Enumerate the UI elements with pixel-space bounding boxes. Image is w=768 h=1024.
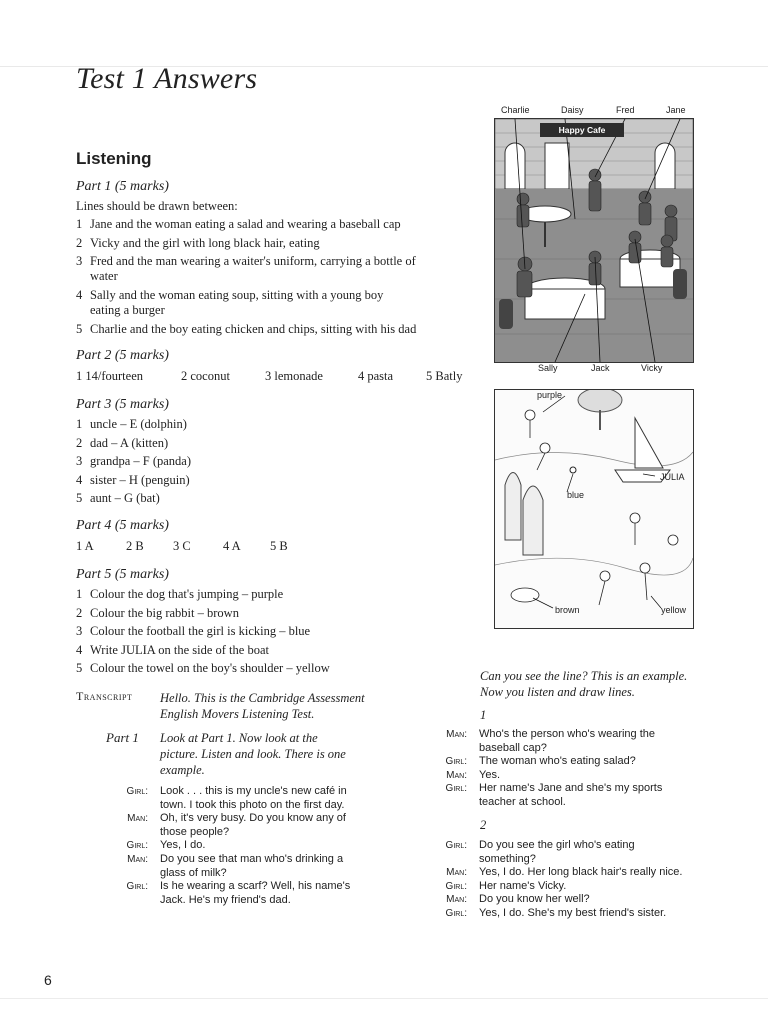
part2-heading: Part 2 (5 marks) (76, 348, 169, 363)
item-number: 5 (76, 322, 83, 337)
speech (479, 839, 727, 866)
cafe-name-label: Jane (666, 105, 686, 115)
cafe-sign: Happy Cafe (540, 123, 624, 137)
dialogue-row (437, 907, 727, 921)
item-number: 4 (76, 642, 83, 657)
item-text: uncle – E (dolphin) (90, 417, 187, 431)
item-number: 2 (76, 435, 83, 450)
speech-line: those people? (160, 825, 230, 838)
speech-line: Look . . . this is my uncle's new café in (160, 785, 347, 797)
speech-line: Yes, I do. She's my best friend's sister. (479, 906, 667, 919)
dialogue-row (437, 769, 727, 783)
list-item (76, 234, 481, 253)
speaker: Girl: (445, 907, 467, 919)
list-item (76, 452, 376, 471)
list-item (76, 641, 476, 660)
speaker: Girl: (445, 783, 467, 795)
part5-heading: Part 5 (5 marks) (76, 567, 169, 582)
item-number: 3 (76, 254, 83, 269)
item-text: Colour the towel on the boy's shoulder – yellow (90, 661, 330, 676)
transcript-part-intro-line: example. (160, 763, 205, 777)
dialogue-row (118, 880, 378, 907)
speech (479, 907, 727, 921)
item-number: 5 (76, 491, 83, 506)
answer: 2 B (126, 539, 144, 553)
list-item (76, 659, 476, 678)
left-dialogue (118, 785, 378, 907)
part1-intro: Lines should be drawn between: (76, 199, 238, 213)
transcript-intro-line: English Movers Listening Test. (160, 707, 315, 721)
answer: 3 C (173, 539, 191, 553)
speech (479, 893, 727, 907)
speaker: Man: (446, 729, 467, 740)
item-text: Jane and the woman eating a salad and wearing a baseball cap (90, 217, 401, 231)
item-number: 2 (76, 605, 83, 620)
speaker: Girl: (445, 756, 467, 768)
park-label: blue (567, 490, 585, 500)
park-label: JULIA (660, 472, 685, 482)
dialogue-number: 2 (480, 818, 487, 832)
cafe-name-label: Charlie (501, 105, 530, 115)
list-item (76, 320, 481, 339)
transcript-part-intro-line: picture. Listen and look. There is one (160, 747, 346, 761)
part4-answers (76, 539, 288, 554)
speaker: Girl: (126, 840, 148, 852)
item-text: aunt – G (bat) (90, 491, 160, 506)
item-text: Colour the big rabbit – brown (90, 605, 239, 620)
page-title: Test 1 Answers (76, 62, 258, 95)
speaker: Man: (446, 769, 467, 781)
item-text: Colour the dog that's jumping – purple (90, 587, 284, 601)
speech-line: Oh, it's very busy. Do you know any of (160, 812, 346, 825)
speaker: Man: (446, 867, 467, 879)
speech-line: Yes, I do. (160, 839, 206, 852)
answer: 2 coconut (181, 369, 230, 383)
speech-line: town. I took this photo on the first day. (160, 798, 345, 811)
speech (160, 785, 378, 812)
dialogue-row (118, 839, 378, 853)
list-item (76, 434, 376, 453)
list-item (76, 471, 376, 490)
item-text: Colour the football the girl is kicking – blue (90, 624, 311, 639)
answer: 1 A (76, 539, 94, 553)
list-item (76, 585, 476, 604)
dialogue-row (118, 853, 378, 880)
item-number: 3 (76, 454, 83, 469)
item-number: 4 (76, 288, 83, 303)
item-text: sister – H (penguin) (90, 472, 190, 487)
speech-line: Do you see the girl who's eating (479, 839, 635, 851)
part3-heading: Part 3 (5 marks) (76, 397, 169, 412)
transcript-intro-line: Hello. This is the Cambridge Assessment (160, 691, 365, 705)
speech-line: baseball cap? (479, 741, 547, 754)
transcript-part-label: Part 1 (106, 730, 139, 745)
cafe-scene-drawing (495, 119, 693, 362)
speech-line: teacher at school. (479, 795, 566, 808)
speech (160, 880, 378, 907)
speech-line: something? (479, 852, 536, 865)
list-item (76, 286, 406, 320)
item-text: grandpa – F (panda) (90, 454, 192, 469)
transcript-part-intro (160, 730, 420, 778)
scan-line-bottom (0, 998, 768, 999)
speaker: Man: (127, 813, 148, 825)
list-item (76, 622, 476, 641)
speech (479, 769, 727, 783)
answer: 4 A (223, 539, 241, 553)
speech-line: Do you see that man who's drinking a (160, 852, 344, 865)
park-label: purple (537, 390, 563, 400)
answer: 5 B (270, 539, 288, 553)
cafe-name-label: Fred (616, 105, 635, 115)
answer: 4 pasta (358, 369, 394, 383)
item-number: 2 (76, 235, 83, 250)
item-number: 1 (76, 417, 83, 431)
dialogue-number: 1 (480, 708, 487, 722)
speaker: Girl: (445, 880, 467, 892)
speech (479, 782, 727, 809)
cafe-illustration (494, 118, 694, 363)
speech (479, 728, 727, 755)
speech-line: Her name's Vicky. (479, 879, 567, 892)
speech-line: Jack. He's my friend's dad. (160, 893, 291, 906)
item-text: Sally and the woman eating soup, sitting with a young boy eating a burger (90, 288, 384, 318)
speech (160, 839, 378, 853)
speaker: Girl: (126, 786, 148, 797)
section-heading: Listening (76, 149, 152, 168)
transcript-part-intro-line: Look at Part 1. Now look at the (160, 731, 318, 745)
speech-line: Yes, I do. Her long black hair's really nice. (479, 866, 683, 879)
item-text: Vicky and the girl with long black hair, eating (90, 235, 320, 250)
transcript-intro (160, 690, 420, 722)
list-item (76, 252, 416, 286)
transcript-label: Transcript (76, 689, 133, 703)
speech (479, 866, 727, 880)
part2-answers (76, 369, 462, 384)
speaker: Man: (127, 853, 148, 865)
dialogue-row (437, 755, 727, 769)
right-intro (480, 668, 740, 700)
cafe-name-label: Vicky (641, 363, 663, 373)
speech-line: Yes. (479, 768, 501, 781)
park-label: yellow (661, 605, 687, 615)
speech (160, 853, 378, 880)
answer: 3 lemonade (265, 369, 323, 383)
item-number: 5 (76, 661, 83, 676)
dialogue-row (437, 839, 727, 866)
dialogue-row (118, 812, 378, 839)
item-text: Write JULIA on the side of the boat (90, 642, 269, 657)
right-dialogue-1 (437, 728, 727, 810)
item-text: Charlie and the boy eating chicken and chips, sitting with his dad (90, 322, 417, 337)
item-number: 1 (76, 217, 83, 231)
right-dialogue-2 (437, 839, 727, 921)
speech (479, 755, 727, 769)
right-intro-line: Now you listen and draw lines. (480, 685, 635, 699)
speaker: Girl: (445, 840, 467, 851)
page-number: 6 (44, 972, 52, 988)
dialogue-row (437, 728, 727, 755)
speech (479, 880, 727, 894)
item-text: dad – A (kitten) (90, 435, 169, 450)
dialogue-row (437, 893, 727, 907)
list-item (76, 215, 481, 234)
item-number: 4 (76, 472, 83, 487)
item-number: 3 (76, 624, 83, 639)
dialogue-row (437, 782, 727, 809)
park-label: brown (555, 605, 580, 615)
dialogue-row (437, 880, 727, 894)
answer: 5 Batly (426, 369, 463, 383)
speaker: Man: (446, 894, 467, 906)
cafe-name-label: Jack (591, 363, 610, 373)
speech-line: Do you know her well? (479, 893, 590, 906)
cafe-name-label: Daisy (561, 105, 584, 115)
list-item (76, 415, 376, 434)
part4-heading: Part 4 (5 marks) (76, 518, 169, 533)
list-item (76, 489, 376, 508)
speech-line: The woman who's eating salad? (479, 755, 636, 768)
speech (160, 812, 378, 839)
item-number: 1 (76, 587, 83, 601)
dialogue-row (437, 866, 727, 880)
speech-line: Her name's Jane and she's my sports (479, 782, 663, 795)
speech-line: Who's the person who's wearing the (479, 728, 656, 740)
park-illustration (494, 389, 694, 629)
speaker: Girl: (126, 881, 148, 893)
speech-line: Is he wearing a scarf? Well, his name's (160, 880, 351, 893)
dialogue-row (118, 785, 378, 812)
speech-line: glass of milk? (160, 866, 227, 879)
park-scene-drawing (495, 390, 693, 628)
right-intro-line: Can you see the line? This is an example. (480, 669, 688, 683)
part1-heading: Part 1 (5 marks) (76, 179, 169, 194)
item-text: Fred and the man wearing a waiter's uniform, carrying a bottle of water (90, 254, 416, 284)
list-item (76, 604, 476, 623)
answer: 1 14/fourteen (76, 369, 143, 383)
part3-list (76, 415, 376, 508)
cafe-name-label: Sally (538, 363, 558, 373)
part5-list (76, 585, 476, 678)
part1-list (76, 215, 481, 339)
